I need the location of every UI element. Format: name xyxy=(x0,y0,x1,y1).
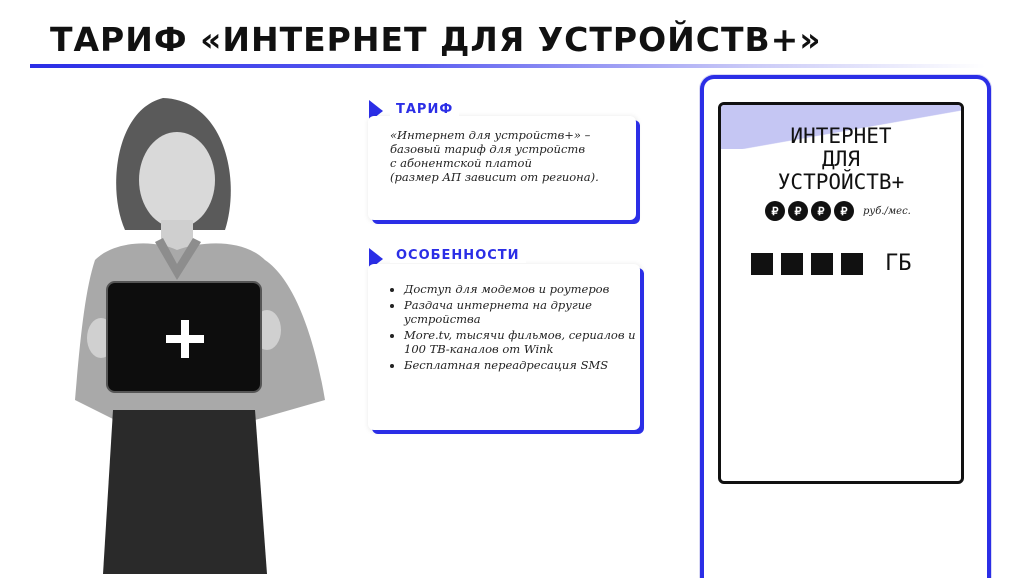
list-item: • Бесплатная переадресация SMS xyxy=(404,358,654,372)
features-heading: ОСОБЕННОСТИ xyxy=(390,248,526,263)
ruble-icon: ₽ xyxy=(834,201,854,221)
page-title: ТАРИФ «ИНТЕРНЕТ ДЛЯ УСТРОЙСТВ+» xyxy=(50,20,822,59)
person-photo xyxy=(55,80,355,574)
price-row xyxy=(765,201,911,221)
list-item: • Раздача интернета на другие устройства xyxy=(404,298,654,326)
gb-row xyxy=(751,251,912,276)
ruble-icon: ₽ xyxy=(765,201,785,221)
gb-label: ГБ xyxy=(885,251,912,276)
tariff-card xyxy=(368,116,636,220)
tariff-heading: ТАРИФ xyxy=(390,102,459,117)
hidden-digit xyxy=(841,253,863,275)
list-item: • More.tv, тысячи фильмов, сериалов и 100 ТВ-каналов от Wink xyxy=(404,328,654,356)
tariff-panel xyxy=(718,102,964,484)
hidden-digit xyxy=(781,253,803,275)
ruble-icon: ₽ xyxy=(788,201,808,221)
tariff-description: «Интернет для устройств+» – базовый тариф для устройств с абонентской платой (размер АП зависит от региона). xyxy=(390,128,599,184)
list-item: • Доступ для модемов и роутеров xyxy=(404,282,654,296)
ruble-icon: ₽ xyxy=(811,201,831,221)
hidden-digit xyxy=(811,253,833,275)
hidden-digit xyxy=(751,253,773,275)
features-list xyxy=(374,282,654,374)
features-card xyxy=(368,264,640,430)
title-underline xyxy=(30,64,985,68)
tariff-name: ИНТЕРНЕТ ДЛЯ УСТРОЙСТВ+ xyxy=(777,124,905,194)
face xyxy=(139,132,215,228)
pants xyxy=(103,410,267,574)
price-unit: руб./мес. xyxy=(863,205,911,217)
